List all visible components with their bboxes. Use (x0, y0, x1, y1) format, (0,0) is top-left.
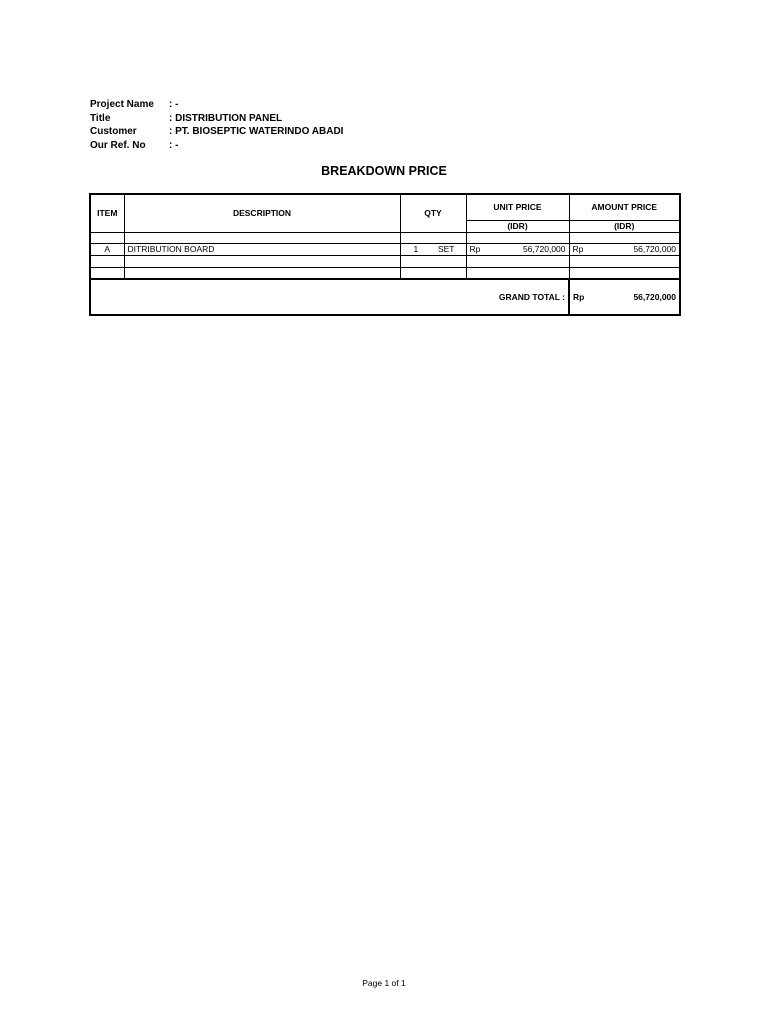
row-qty-unit: SET (437, 244, 455, 254)
customer-label: Customer (90, 126, 137, 137)
table-empty-row (90, 267, 680, 279)
grand-total-amount (569, 279, 680, 315)
header-unit-price: UNIT PRICE (466, 194, 569, 220)
row-unit-price (466, 243, 569, 255)
customer-value: : PT. BIOSEPTIC WATERINDO ABADI (169, 126, 344, 137)
header-description: DESCRIPTION (124, 194, 400, 232)
table-empty-row (90, 255, 680, 267)
header-amount-price: AMOUNT PRICE (569, 194, 680, 220)
title-value: : DISTRIBUTION PANEL (169, 112, 283, 124)
grand-total-row (90, 279, 680, 315)
header-amount-currency: (IDR) (569, 220, 680, 232)
row-unit-value: 56,720,000 (522, 244, 566, 254)
header-row-ref-no (90, 139, 343, 153)
table-spacer-row (90, 232, 680, 243)
row-description: DITRIBUTION BOARD (124, 243, 400, 255)
header-item: ITEM (90, 194, 124, 232)
project-name-value: : - (169, 99, 179, 110)
table-row (90, 243, 680, 255)
row-unit-prefix: Rp (469, 244, 481, 254)
table-header-row (90, 194, 680, 220)
header-row-title (90, 112, 343, 126)
document-header (90, 98, 343, 152)
header-row-customer (90, 125, 343, 139)
page-number: Page 1 of 1 (362, 978, 406, 988)
header-row-project-name (90, 98, 343, 112)
row-qty-number: 1 (413, 244, 419, 254)
ref-no-value: : - (169, 139, 179, 151)
row-amount-prefix: Rp (572, 244, 584, 254)
row-amount-price (569, 243, 680, 255)
row-qty (400, 243, 466, 255)
row-amount-value: 56,720,000 (633, 244, 676, 254)
grand-total-prefix: Rp (573, 292, 585, 302)
breakdown-price-table (89, 193, 681, 316)
header-qty: QTY (400, 194, 466, 232)
header-unit-currency: (IDR) (466, 220, 569, 232)
page-title: BREAKDOWN PRICE (321, 164, 447, 178)
ref-no-label: Our Ref. No (90, 139, 146, 151)
grand-total-label: GRAND TOTAL : (90, 279, 569, 315)
project-name-label: Project Name (90, 99, 154, 110)
row-item: A (90, 243, 124, 255)
title-label: Title (90, 112, 111, 124)
grand-total-value: 56,720,000 (633, 292, 676, 302)
